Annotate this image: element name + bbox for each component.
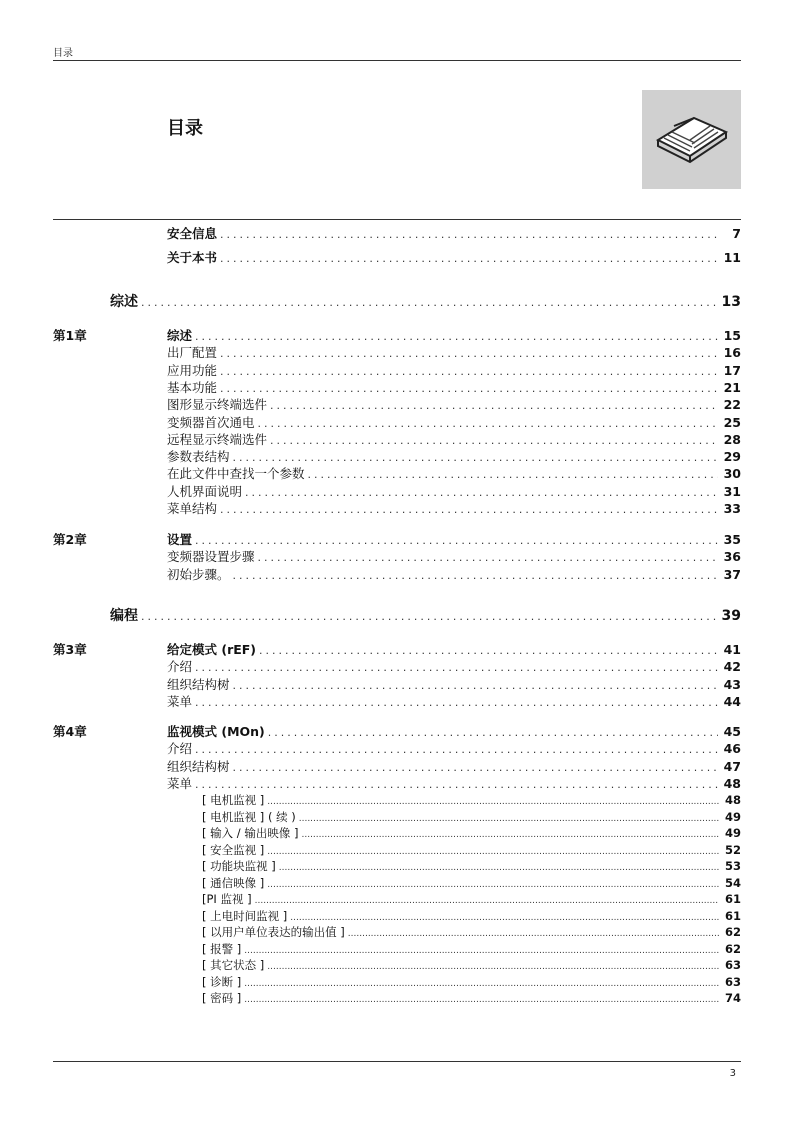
toc-entry[interactable] [0, 345, 793, 361]
dot-leader [233, 760, 718, 776]
toc-entry-page: 30 [723, 466, 741, 482]
toc-entry-title: 介绍 [167, 741, 193, 757]
toc-entry-page: 25 [723, 414, 741, 430]
toc-entry-title: 人机界面说明 [167, 483, 243, 499]
toc-entry-title: 监视模式 (MOn) [167, 724, 265, 739]
toc-entry[interactable] [0, 826, 793, 841]
dot-leader [220, 346, 718, 362]
dot-leader [279, 861, 719, 876]
toc-entry-title: 介绍 [167, 659, 193, 675]
toc-entry[interactable] [0, 942, 793, 957]
toc-entry[interactable] [0, 567, 793, 583]
toc-entry-page: 28 [723, 431, 741, 447]
toc-entry-title: 综述 [110, 294, 138, 310]
chapter-label: 第3章 [53, 642, 87, 657]
toc-entry-page: 48 [724, 793, 741, 807]
toc-entry-title: [ 电机监视 ] ( 续 ) [202, 809, 296, 824]
toc-entry-page: 61 [724, 892, 741, 906]
dot-leader [195, 329, 718, 345]
toc-entry-title: 给定模式 (rEF) [167, 642, 257, 657]
toc-entry-title: 应用功能 [167, 362, 218, 378]
dot-leader [301, 828, 719, 843]
toc-entry-page: 35 [723, 532, 741, 547]
toc-entry-page: 61 [724, 908, 741, 923]
toc-entry-title: 参数表结构 [167, 449, 230, 465]
dot-leader [141, 293, 716, 313]
toc-entry-page: 22 [723, 397, 741, 413]
toc-entry[interactable] [0, 677, 793, 693]
toc-entry-page: 31 [723, 483, 741, 499]
toc-entry-page: 63 [724, 974, 741, 989]
toc-entry-title: 出厂配置 [167, 345, 218, 361]
toc-entry-title: 安全信息 [167, 226, 218, 241]
footer-rule [53, 1061, 741, 1062]
toc-entry-page: 62 [724, 925, 741, 939]
dot-leader [195, 777, 718, 793]
toc-entry-title: [ 通信映像 ] [202, 875, 265, 890]
toc-entry-title: 变频器设置步骤 [167, 549, 255, 565]
dot-leader [268, 725, 718, 741]
toc-entry-page: 36 [723, 549, 741, 565]
toc-entry-page: 53 [724, 859, 741, 873]
toc-entry[interactable] [0, 484, 793, 500]
toc-entry[interactable] [0, 501, 793, 517]
toc-entry-title: [ 密码 ] [202, 991, 242, 1005]
toc-entry-title: [PI 监视 ] [202, 892, 252, 906]
toc-entry[interactable] [0, 724, 793, 740]
dot-leader [267, 795, 719, 810]
dot-leader [255, 894, 719, 909]
running-header: 目录 [53, 48, 73, 59]
toc-entry[interactable] [0, 843, 793, 858]
toc-entry[interactable] [0, 759, 793, 775]
toc-entry-title: [ 报警 ] [202, 941, 242, 956]
dot-leader [233, 450, 718, 466]
toc-entry-title: [ 上电时间监视 ] [202, 908, 288, 923]
toc-entry-page: 21 [723, 379, 741, 395]
toc-entry-page: 45 [723, 724, 741, 739]
toc-entry-page: 74 [724, 991, 741, 1005]
toc-entry-page: 47 [723, 758, 741, 774]
toc-entry-title: [ 诊断 ] [202, 974, 242, 989]
toc-entry-page: 16 [723, 345, 741, 361]
dot-leader [244, 977, 719, 992]
toc-entry[interactable] [0, 449, 793, 465]
toc-entry-title: 菜单 [167, 775, 193, 791]
toc-entry-page: 43 [723, 676, 741, 692]
toc-entry-title: 菜单 [167, 693, 193, 709]
toc-entry[interactable] [0, 793, 793, 808]
toc-entry-title: 图形显示终端选件 [167, 397, 268, 413]
toc-entry[interactable] [0, 549, 793, 565]
toc-entry-title: 远程显示终端选件 [167, 431, 268, 447]
dot-leader [290, 911, 719, 926]
toc-entry-title: 组织结构树 [167, 758, 230, 774]
toc-entry-title: [ 以用户单位表达的输出值 ] [202, 925, 345, 939]
toc-entry[interactable] [0, 415, 793, 431]
dot-leader [244, 993, 719, 1008]
chapter-label: 第4章 [53, 724, 87, 739]
page-title: 目录 [167, 118, 203, 139]
dot-leader [258, 550, 718, 566]
toc-entry-title: 初始步骤。 [167, 566, 230, 582]
toc-entry[interactable] [0, 741, 793, 757]
dot-leader [220, 381, 718, 397]
toc-entry-page: 62 [724, 941, 741, 956]
dot-leader [195, 695, 718, 711]
toc-entry[interactable] [0, 975, 793, 990]
toc-entry[interactable] [0, 925, 793, 940]
toc-entry-title: 菜单结构 [167, 501, 218, 516]
dot-leader [233, 568, 718, 584]
dot-leader [348, 927, 719, 942]
toc-entry-page: 11 [723, 250, 741, 265]
toc-entry[interactable] [0, 397, 793, 413]
toc-entry-page: 17 [723, 362, 741, 378]
toc-entry[interactable] [0, 292, 793, 312]
dot-leader [195, 533, 718, 549]
toc-entry[interactable] [0, 380, 793, 396]
book-illustration [642, 90, 741, 189]
toc-entry[interactable] [0, 466, 793, 482]
toc-entry-page: 49 [724, 826, 741, 840]
dot-leader [299, 812, 719, 827]
toc-entry[interactable] [0, 991, 793, 1006]
dot-leader [258, 416, 718, 432]
toc-entry-title: 组织结构树 [167, 676, 230, 692]
dot-leader [244, 944, 719, 959]
toc-entry-title: [ 其它状态 ] [202, 958, 265, 972]
toc-entry[interactable] [0, 776, 793, 792]
dot-leader [220, 251, 718, 267]
toc-entry-page: 54 [724, 875, 741, 890]
dot-leader [141, 607, 716, 627]
toc-entry-page: 41 [723, 642, 741, 657]
dot-leader [220, 502, 718, 518]
toc-entry-title: 综述 [167, 328, 193, 343]
toc-entry-page: 15 [723, 328, 741, 343]
toc-entry-page: 13 [721, 294, 741, 310]
toc-entry-page: 29 [723, 449, 741, 465]
dot-leader [259, 643, 718, 659]
toc-entry-title: 设置 [167, 532, 193, 547]
dot-leader [308, 467, 718, 483]
dot-leader [195, 660, 718, 676]
toc-entry[interactable] [0, 532, 793, 548]
header-rule [53, 60, 741, 61]
toc-entry-page: 46 [723, 741, 741, 757]
toc-entry[interactable] [0, 859, 793, 874]
toc-entry-title: 关于本书 [167, 250, 218, 265]
toc-entry[interactable] [0, 226, 793, 242]
toc-entry[interactable] [0, 642, 793, 658]
toc-entry[interactable] [0, 876, 793, 891]
toc-entry-title: 编程 [110, 608, 138, 624]
toc-entry[interactable] [0, 810, 793, 825]
toc-entry-page: 37 [723, 566, 741, 582]
dot-leader [195, 742, 718, 758]
dot-leader [267, 960, 719, 975]
toc-entry[interactable] [0, 328, 793, 344]
toc-entry-page: 7 [732, 226, 741, 241]
chapter-label: 第1章 [53, 328, 87, 343]
toc-entry-page: 52 [724, 842, 741, 857]
toc-entry[interactable] [0, 958, 793, 973]
dot-leader [220, 364, 718, 380]
toc-entry[interactable] [0, 363, 793, 379]
toc-entry-page: 42 [723, 659, 741, 675]
toc-entry-title: 在此文件中查找一个参数 [167, 466, 305, 482]
toc-entry[interactable] [0, 892, 793, 907]
dot-leader [245, 485, 718, 501]
toc-entry-page: 63 [724, 958, 741, 972]
dot-leader [267, 878, 719, 893]
toc-entry-title: [ 输入 / 输出映像 ] [202, 826, 299, 840]
toc-entry[interactable] [0, 694, 793, 710]
chapter-label: 第2章 [53, 532, 87, 547]
toc-entry[interactable] [0, 432, 793, 448]
toc-entry-title: [ 电机监视 ] [202, 793, 265, 807]
toc-entry[interactable] [0, 250, 793, 266]
toc-entry[interactable] [0, 909, 793, 924]
dot-leader [233, 678, 718, 694]
dot-leader [220, 227, 721, 243]
toc-entry-page: 48 [723, 775, 741, 791]
toc-entry-page: 39 [721, 608, 741, 624]
toc-entry-page: 33 [723, 501, 741, 516]
dot-leader [270, 433, 718, 449]
toc-entry-page: 49 [724, 809, 741, 824]
toc-entry-title: 变频器首次通电 [167, 414, 255, 430]
toc-entry[interactable] [0, 659, 793, 675]
toc-entry-page: 44 [723, 693, 741, 709]
page-number: 3 [729, 1068, 736, 1079]
toc-entry[interactable] [0, 606, 793, 626]
dot-leader [267, 845, 719, 860]
dot-leader [270, 398, 718, 414]
open-book-icon [654, 110, 730, 168]
toc-entry-title: 基本功能 [167, 379, 218, 395]
toc-entry-title: [ 安全监视 ] [202, 842, 265, 857]
toc-entry-title: [ 功能块监视 ] [202, 859, 276, 873]
section-rule [53, 219, 741, 220]
